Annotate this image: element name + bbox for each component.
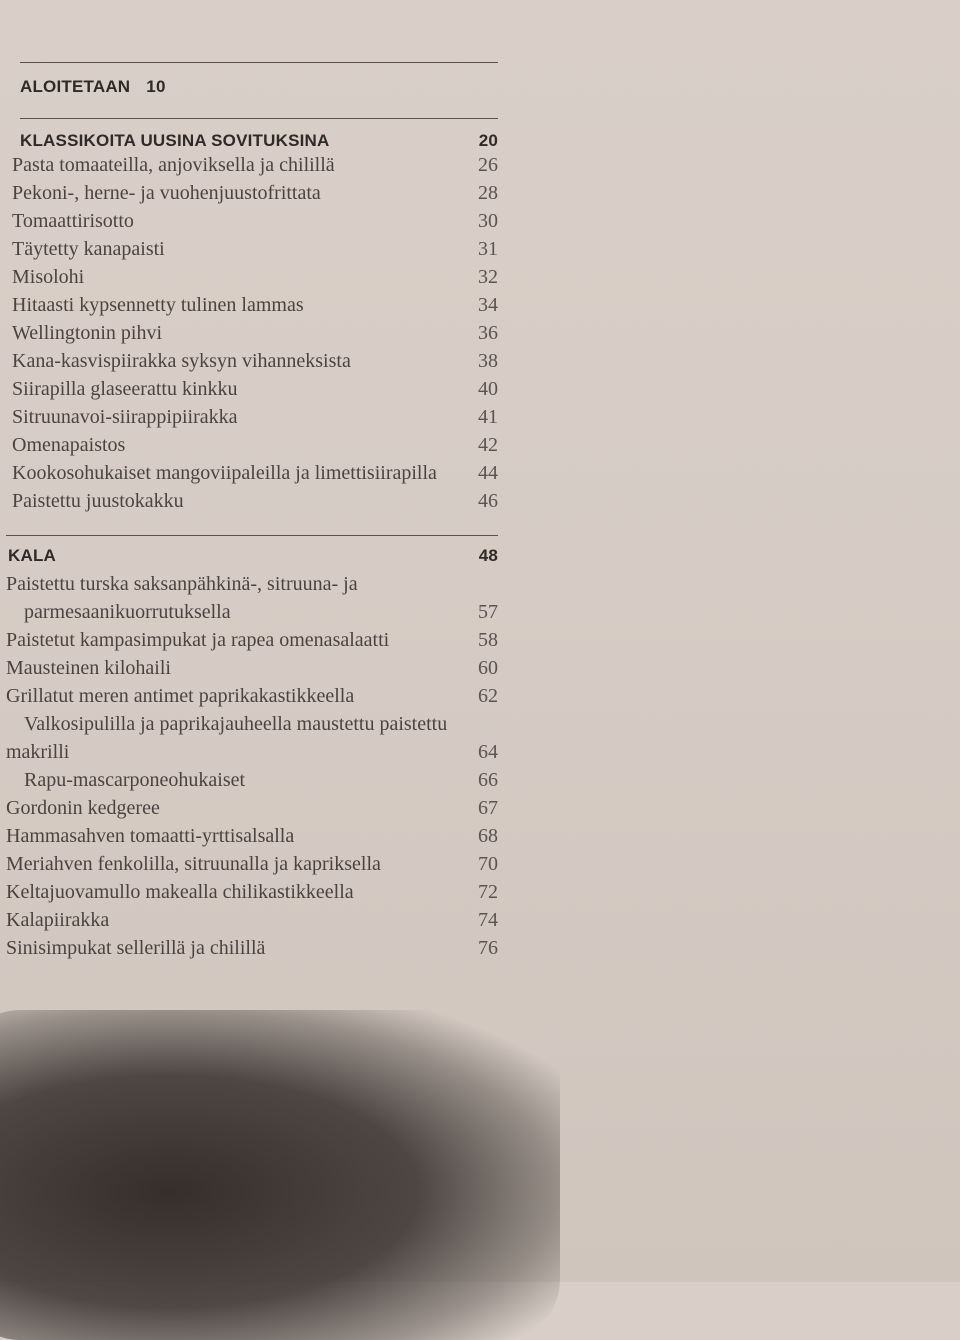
contents-entry [6,878,498,906]
section-title: KLASSIKOITA UUSINA SOVITUKSINA [20,131,330,150]
section-rule [20,62,498,63]
section-page: 48 [478,546,498,565]
entry-page: 67 [478,797,498,819]
entry-page: 76 [478,937,498,959]
section-title: KALA [8,546,57,565]
entry-page: 30 [478,210,498,232]
section-rule [20,118,498,119]
section-heading [12,131,498,151]
entry-title: Misolohi [12,266,85,288]
entry-page: 46 [478,490,498,512]
entry-title: Sinisimpukat sellerillä ja chilillä [6,937,266,959]
contents-entry [6,738,498,766]
entry-title: Wellingtonin pihvi [12,322,163,344]
entry-title: Paistetut kampasimpukat ja rapea omenasalaatti [6,629,390,651]
entry-title: Omenapaistos [12,434,126,456]
entry-page: 40 [478,378,498,400]
entry-title: Kookosohukaiset mangoviipaleilla ja limettisiirapilla [12,462,437,484]
entry-page: 74 [478,909,498,931]
entry-page: 66 [478,769,498,791]
entry-page: 36 [478,322,498,344]
entry-title: parmesaanikuorrutuksella [24,601,231,623]
entry-page: 26 [478,154,498,176]
entry-page: 57 [478,601,498,623]
contents-entry [6,626,498,654]
entry-title: Meriahven fenkolilla, sitruunalla ja kapriksella [6,853,381,875]
entry-page: 72 [478,881,498,903]
entry-page: 32 [478,266,498,288]
entry-title: Grillatut meren antimet paprikakastikkeella [6,685,355,707]
entry-page: 41 [478,406,498,428]
contents-entry [6,906,498,934]
entry-page: 31 [478,238,498,260]
entry-title: makrilli [6,741,70,763]
contents-entry [6,710,498,738]
contents-entry [6,682,498,710]
entry-list [12,151,498,515]
entry-title: Rapu-mascarponeohukaiset [24,769,246,791]
contents-entry [12,179,498,207]
contents-entry [6,850,498,878]
entry-title: Sitruunavoi-siirappipiirakka [12,406,238,428]
hand-shadow [0,1010,560,1340]
contents-entry [6,570,498,598]
entry-page: 58 [478,629,498,651]
contents-entry [12,431,498,459]
contents-entry [12,375,498,403]
entry-page: 44 [478,462,498,484]
entry-page: 68 [478,825,498,847]
section-title: ALOITETAAN [20,77,131,96]
section-page: 20 [478,131,498,150]
section-rule [6,535,498,536]
section-aloitetaan [20,62,498,97]
entry-list [6,570,498,962]
section-page: 10 [146,77,166,96]
section-klassikoita [12,118,498,515]
entry-page: 70 [478,853,498,875]
contents-entry [6,766,498,794]
entry-page: 60 [478,657,498,679]
entry-title: Gordonin kedgeree [6,797,160,819]
contents-entry [12,207,498,235]
section-kala [6,535,498,962]
entry-page: 38 [478,350,498,372]
entry-title: Hammasahven tomaatti-yrttisalsalla [6,825,295,847]
contents-entry [6,822,498,850]
contents-entry [6,934,498,962]
entry-title: Paistettu turska saksanpähkinä-, sitruuna- ja [6,573,358,595]
contents-entry [12,263,498,291]
contents-entry [12,319,498,347]
contents-entry [6,794,498,822]
entry-title: Mausteinen kilohaili [6,657,171,679]
entry-title: Kalapiirakka [6,909,110,931]
entry-title: Paistettu juustokakku [12,490,184,512]
entry-page: 62 [478,685,498,707]
contents-entry [12,487,498,515]
entry-page: 34 [478,294,498,316]
entry-title: Siirapilla glaseerattu kinkku [12,378,238,400]
contents-entry [12,347,498,375]
contents-entry [12,235,498,263]
contents-entry [6,598,498,626]
entry-title: Valkosipulilla ja paprikajauheella maustettu paistettu [24,713,448,735]
contents-entry [6,654,498,682]
entry-title: Täytetty kanapaisti [12,238,165,260]
entry-title: Keltajuovamullo makealla chilikastikkeella [6,881,354,903]
entry-title: Tomaattirisotto [12,210,134,232]
entry-title: Pekoni-, herne- ja vuohenjuustofrittata [12,182,321,204]
entry-title: Pasta tomaateilla, anjoviksella ja chilillä [12,154,335,176]
entry-title: Hitaasti kypsennetty tulinen lammas [12,294,304,316]
entry-page: 42 [478,434,498,456]
contents-entry [12,151,498,179]
contents-entry [12,403,498,431]
section-heading [6,546,498,566]
contents-entry [12,291,498,319]
entry-page: 64 [478,741,498,763]
entry-page: 28 [478,182,498,204]
contents-entry [12,459,498,487]
entry-title: Kana-kasvispiirakka syksyn vihanneksista [12,350,351,372]
section-heading [20,77,498,97]
